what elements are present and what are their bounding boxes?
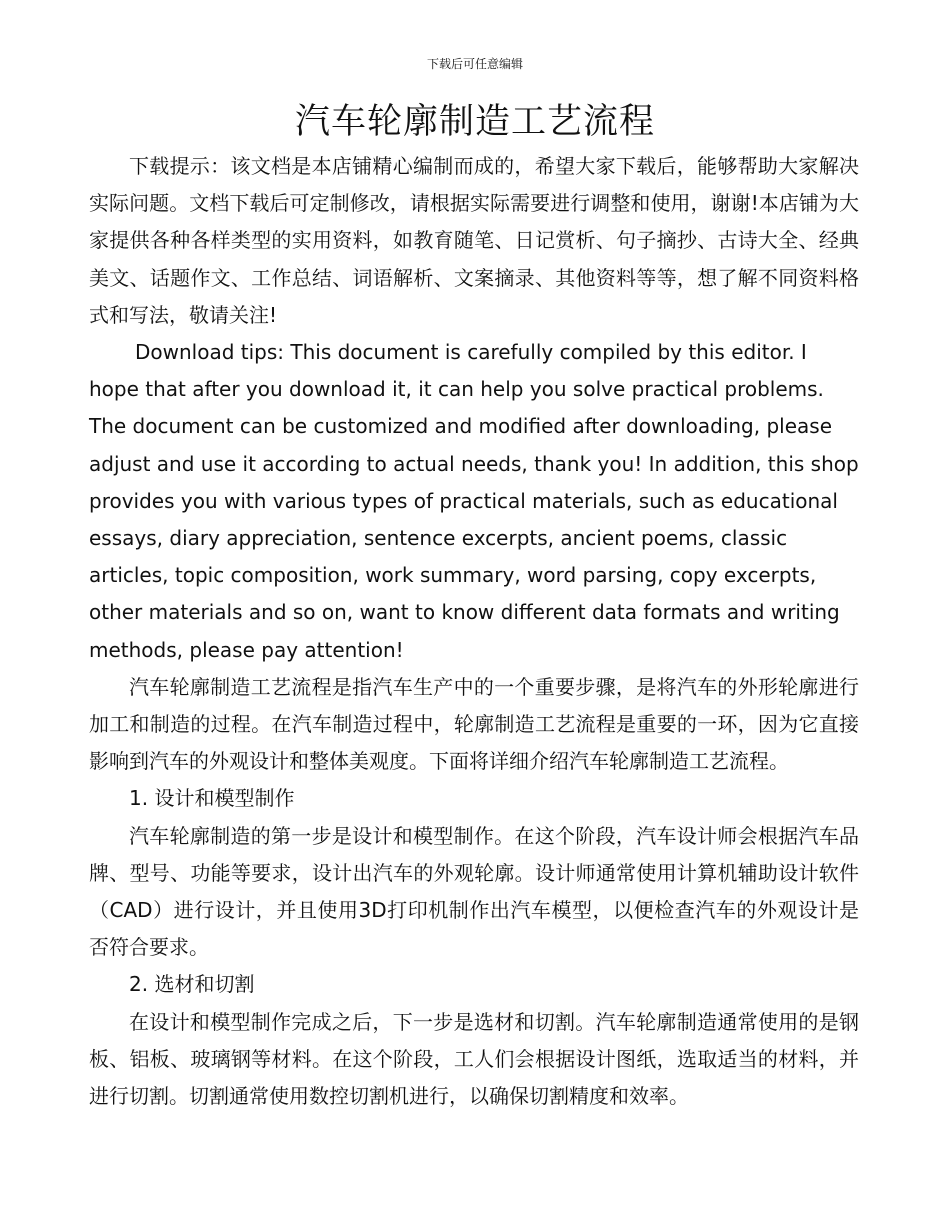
section-paragraph: 汽车轮廓制造的第一步是设计和模型制作。在这个阶段，汽车设计师会根据汽车品牌、型号、功能等要求，设计出汽车的外观轮廓。设计师通常使用计算机辅助设计软件（CAD）进行设计，并且使用3D打印机制作出汽车模型，以便检查汽车的外观设计是否符合要求。 <box>89 823 859 960</box>
download-tips-chinese: 下载提示：该文档是本店铺精心编制而成的，希望大家下载后，能够帮助大家解决实际问题。文档下载后可定制修改，请根据实际需要进行调整和使用，谢谢!本店铺为大家提供各种各样类型的实用资料，如教育随笔、日记赏析、句子摘抄、古诗大全、经典美文、话题作文、工作总结、词语解析、文案摘录、其他资料等等，想了解不同资料格式和写法，敬请关注! <box>89 154 859 327</box>
download-tips-english: Download tips: This document is carefully compiled by this editor. I hope that after you download it, it can help you solve practical problems. The document can be customized and modified after downloading, please adjust and use it according to actual needs, thank you! In addition, this shop provides you with various types of practical materials, such as educational essays, diary appreciation, sentence excerpts, ancient poems, classic articles, topic composition, work summary, word parsing, copy excerpts, other materials and so on, want to know different data formats and writing methods, please pay attention! <box>89 340 859 662</box>
document-title: 汽车轮廓制造工艺流程 <box>294 102 655 142</box>
header-note: 下载后可任意编辑 <box>426 57 523 71</box>
intro-paragraph: 汽车轮廓制造工艺流程是指汽车生产中的一个重要步骤，是将汽车的外形轮廓进行加工和制造的过程。在汽车制造过程中，轮廓制造工艺流程是重要的一环，因为它直接影响到汽车的外观设计和整体美观度。下面将详细介绍汽车轮廓制造工艺流程。 <box>89 674 859 774</box>
section-heading: 1. 设计和模型制作 <box>129 786 295 811</box>
section-heading: 2. 选材和切割 <box>129 972 255 997</box>
document-body <box>89 148 859 1115</box>
section-paragraph: 在设计和模型制作完成之后，下一步是选材和切割。汽车轮廓制造通常使用的是钢板、铝板、玻璃钢等材料。在这个阶段，工人们会根据设计图纸，选取适当的材料，并进行切割。切割通常使用数控切割机进行，以确保切割精度和效率。 <box>89 1009 859 1109</box>
